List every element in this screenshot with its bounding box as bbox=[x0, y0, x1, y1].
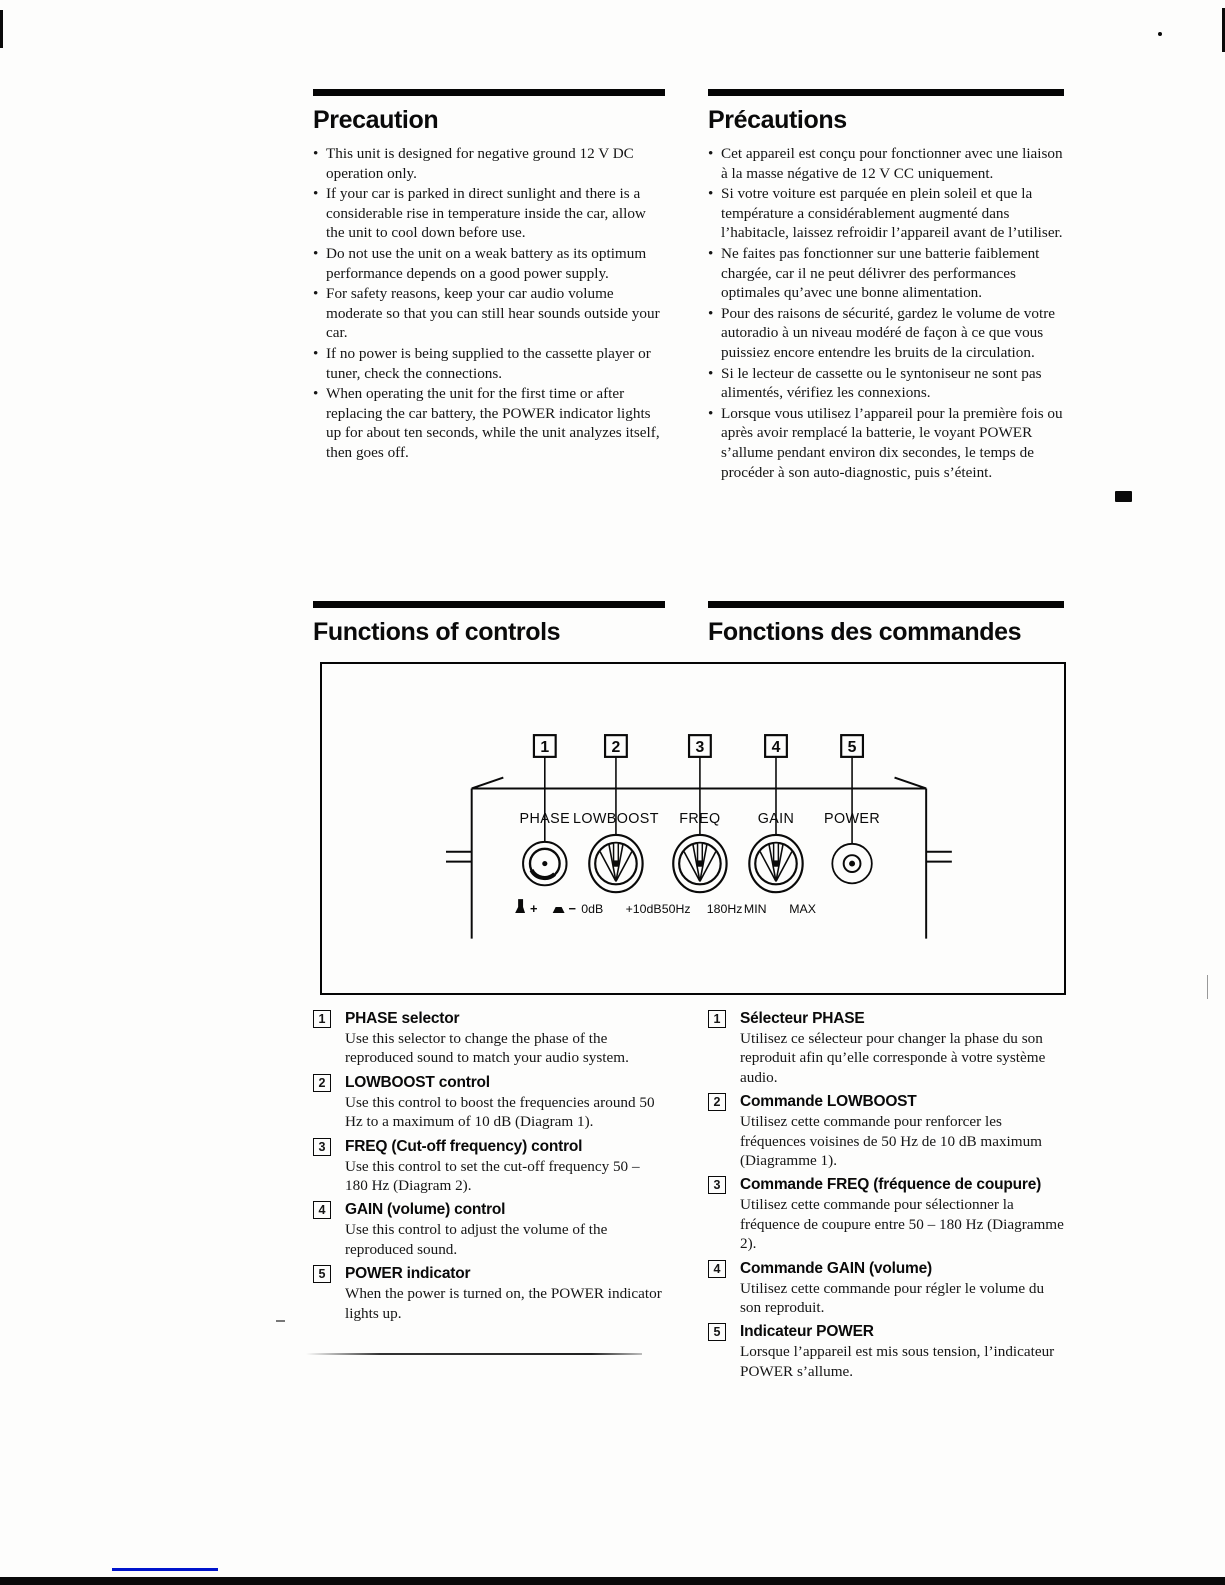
functions-en-items bbox=[313, 1009, 665, 1328]
panel-bevel-right bbox=[895, 778, 927, 789]
item-body: When the power is turned on, the POWER indicator lights up. bbox=[345, 1285, 662, 1322]
callout-number: 2 bbox=[611, 738, 621, 756]
section-bar bbox=[708, 601, 1064, 608]
function-item-power-fr bbox=[708, 1322, 1066, 1381]
item-number-box: 4 bbox=[313, 1201, 331, 1219]
gain-max-label: MAX bbox=[789, 901, 817, 916]
lowboost-max-label: +10dB bbox=[625, 901, 662, 916]
item-heading: Commande LOWBOOST bbox=[740, 1093, 917, 1111]
function-item-phase-fr bbox=[708, 1009, 1066, 1087]
callout-1 bbox=[534, 735, 556, 757]
phase-label: PHASE bbox=[519, 811, 571, 828]
precaution-en-title: Precaution bbox=[313, 106, 439, 134]
section-bar bbox=[313, 601, 665, 608]
footer-blue-line bbox=[112, 1568, 218, 1571]
power-indicator bbox=[832, 844, 872, 884]
knob-center-marker bbox=[697, 860, 703, 866]
control-panel-figure bbox=[320, 662, 1066, 995]
gain-min-label: MIN bbox=[743, 901, 767, 916]
item-body: Utilisez cette commande pour sélectionner la fréquence de coupure entre 50 – 180 Hz (Diagramme 2). bbox=[740, 1196, 1064, 1253]
item-heading: LOWBOOST control bbox=[345, 1073, 490, 1091]
phase-knob bbox=[523, 842, 566, 885]
callout-number: 3 bbox=[695, 738, 705, 756]
scan-artifact-dot bbox=[1158, 32, 1162, 36]
bullet-item: • Lorsque vous utilisez l’appareil pour la première fois ou après avoir remplacé la batterie, le voyant POWER s’allume pendant environ dix secondes, le temps de procéder à son auto-diagnostic, puis s’éteint. bbox=[708, 404, 1064, 482]
bullet-item: • Cet appareil est conçu pour fonctionner avec une liaison à la masse négative de 12 V CC uniquement. bbox=[708, 144, 1064, 183]
scan-artifact-blob bbox=[1115, 491, 1132, 502]
function-item-gain bbox=[313, 1200, 665, 1259]
item-heading: Indicateur POWER bbox=[740, 1323, 874, 1341]
panel-bevel-left bbox=[472, 778, 504, 789]
scan-artifact-line bbox=[1207, 975, 1208, 999]
lowboost-min-label: 0dB bbox=[581, 901, 604, 916]
knob-center-marker bbox=[613, 860, 619, 866]
freq-label: FREQ bbox=[679, 811, 721, 828]
item-number-box: 3 bbox=[313, 1138, 331, 1156]
item-number-box: 2 bbox=[313, 1074, 331, 1092]
item-heading: GAIN (volume) control bbox=[345, 1201, 506, 1219]
callout-number: 5 bbox=[847, 738, 857, 756]
indicator-center-dot bbox=[849, 861, 855, 867]
bullet-item: • For safety reasons, keep your car audio volume moderate so that you can still hear sounds outside your car. bbox=[313, 284, 665, 343]
phase-plus-sign: + bbox=[529, 900, 538, 916]
functions-fr-header bbox=[708, 601, 1064, 647]
precaution-fr-title: Précautions bbox=[708, 106, 847, 134]
freq-min-label: 50Hz bbox=[661, 901, 691, 916]
item-number-box: 5 bbox=[313, 1265, 331, 1283]
function-item-lowboost-fr bbox=[708, 1092, 1066, 1170]
functions-en-header bbox=[313, 601, 665, 647]
item-number-box: 1 bbox=[708, 1010, 726, 1028]
function-item-power bbox=[313, 1264, 665, 1323]
precaution-en-list bbox=[313, 144, 665, 463]
item-number-box: 2 bbox=[708, 1093, 726, 1111]
item-heading: Commande FREQ (fréquence de coupure) bbox=[740, 1176, 1042, 1194]
gain-label: GAIN bbox=[757, 811, 795, 828]
item-number-box: 4 bbox=[708, 1260, 726, 1278]
lowboost-label: LOWBOOST bbox=[572, 811, 659, 828]
item-body: Utilisez cette commande pour régler le volume du son reproduit. bbox=[740, 1279, 1045, 1317]
function-item-freq-fr bbox=[708, 1175, 1066, 1253]
item-body: Use this selector to change the phase of the reproduced sound to match your audio system. bbox=[345, 1030, 629, 1067]
control-panel-diagram bbox=[322, 664, 1064, 993]
item-number-box: 5 bbox=[708, 1323, 726, 1341]
callout-number: 1 bbox=[540, 738, 550, 756]
item-body: Lorsque l’appareil est mis sous tension, l’indicateur POWER s’allume. bbox=[740, 1343, 1055, 1380]
bullet-item: • When operating the unit for the first time or after replacing the car battery, the POWER indicator lights up for about ten seconds, while the unit analyzes itself, then goes off. bbox=[313, 384, 665, 462]
scan-artifact-dash bbox=[276, 1320, 285, 1322]
bullet-item: • If no power is being supplied to the cassette player or tuner, check the connections. bbox=[313, 344, 665, 383]
callout-number: 4 bbox=[771, 738, 781, 756]
power-label: POWER bbox=[824, 811, 881, 828]
speaker-plus-icon bbox=[515, 899, 525, 913]
item-heading: Commande GAIN (volume) bbox=[740, 1259, 932, 1277]
footer-rule bbox=[306, 1353, 642, 1355]
bullet-item: • Pour des raisons de sécurité, gardez le volume de votre autoradio à un niveau modéré de façon à ce que vous puissiez encore entendre les bruits de la circulation. bbox=[708, 304, 1064, 363]
scan-artifact-top-left bbox=[0, 10, 3, 48]
precaution-en-section bbox=[313, 89, 665, 464]
precaution-fr-section bbox=[708, 89, 1064, 483]
bullet-item: • If your car is parked in direct sunlight and there is a considerable rise in temperature inside the car, allow the unit to cool down before use. bbox=[313, 184, 665, 243]
function-item-lowboost bbox=[313, 1073, 665, 1132]
item-body: Utilisez ce sélecteur pour changer la phase du son reproduit afin qu’elle corresponde à votre système audio. bbox=[740, 1030, 1046, 1086]
section-bar bbox=[313, 89, 665, 96]
function-item-phase bbox=[313, 1009, 665, 1068]
speaker-minus-icon bbox=[553, 907, 565, 913]
item-body: Use this control to boost the frequencies around 50 Hz to a maximum of 10 dB (Diagram 1). bbox=[345, 1093, 655, 1131]
bullet-item: • Si votre voiture est parquée en plein soleil et que la température a considérablement augmenté dans l’habitacle, laissez refroidir l’appareil avant de l’utiliser. bbox=[708, 184, 1064, 243]
gain-knob bbox=[749, 835, 802, 892]
bullet-item: • Do not use the unit on a weak battery as its optimum performance depends on a good power supply. bbox=[313, 244, 665, 283]
freq-max-label: 180Hz bbox=[706, 901, 743, 916]
callout-2 bbox=[605, 735, 627, 757]
precaution-fr-list bbox=[708, 144, 1064, 482]
function-item-gain-fr bbox=[708, 1259, 1066, 1318]
item-body: Utilisez cette commande pour renforcer les fréquences voisines de 50 Hz de 10 dB maximum (Diagramme 1). bbox=[740, 1113, 1042, 1170]
functions-en-title: Functions of controls bbox=[313, 618, 561, 646]
bullet-item: • Ne faites pas fonctionner sur une batterie faiblement chargée, car il ne peut délivrer des performances optimales qu’avec une bonne alimentation. bbox=[708, 244, 1064, 303]
item-heading: FREQ (Cut-off frequency) control bbox=[345, 1137, 583, 1155]
callout-3 bbox=[689, 735, 711, 757]
item-heading: POWER indicator bbox=[345, 1265, 471, 1283]
bullet-item: • Si le lecteur de cassette ou le syntoniseur ne sont pas alimentés, vérifiez les connexions. bbox=[708, 364, 1064, 403]
bullet-item: • This unit is designed for negative ground 12 V DC operation only. bbox=[313, 144, 665, 183]
phase-minus-sign: − bbox=[568, 900, 577, 916]
item-heading: PHASE selector bbox=[345, 1010, 460, 1027]
functions-fr-title: Fonctions des commandes bbox=[708, 618, 1022, 646]
freq-knob bbox=[673, 835, 726, 892]
knob-center-marker bbox=[773, 860, 779, 866]
knob-center-dot bbox=[542, 861, 547, 866]
item-body: Use this control to adjust the volume of the reproduced sound. bbox=[345, 1221, 608, 1258]
lowboost-knob bbox=[589, 835, 642, 892]
functions-fr-items bbox=[708, 1009, 1066, 1386]
phase-scale bbox=[515, 899, 576, 916]
item-heading: Sélecteur PHASE bbox=[740, 1010, 865, 1027]
item-number-box: 1 bbox=[313, 1010, 331, 1028]
page-bottom-scan-edge bbox=[0, 1577, 1225, 1585]
function-item-freq bbox=[313, 1137, 665, 1196]
callout-4 bbox=[765, 735, 787, 757]
item-number-box: 3 bbox=[708, 1176, 726, 1194]
callout-5 bbox=[841, 735, 863, 757]
item-body: Use this control to set the cut-off frequency 50 – 180 Hz (Diagram 2). bbox=[345, 1157, 640, 1195]
section-bar bbox=[708, 89, 1064, 96]
